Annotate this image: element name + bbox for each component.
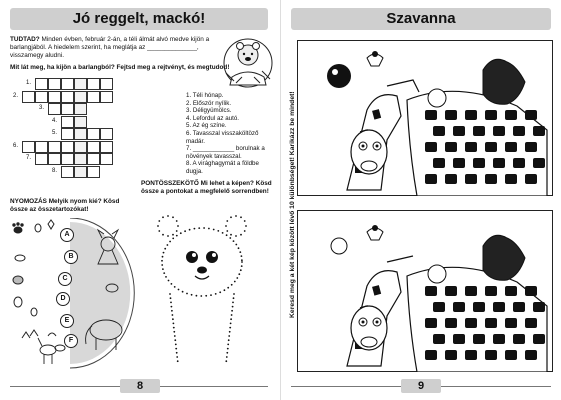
crossword-cell[interactable] [22, 91, 35, 103]
giraffe-spot [433, 302, 445, 312]
giraffe-spot [465, 142, 477, 152]
connect-dot [176, 230, 178, 232]
crossword-cell[interactable] [61, 141, 74, 153]
crossword-solution-cell[interactable] [74, 166, 87, 178]
connect-dot [203, 227, 205, 229]
connect-dot [230, 234, 232, 236]
connect-dot [233, 293, 235, 295]
crossword-row-number: 8. [52, 167, 58, 174]
connect-dot [230, 216, 232, 218]
connect-dot [165, 276, 167, 278]
crossword-cell[interactable] [61, 91, 74, 103]
connect-dot [230, 318, 232, 320]
connect-dot [172, 318, 174, 320]
giraffe-spot [525, 142, 537, 152]
giraffe-spot [525, 110, 537, 120]
footer-rule-left [10, 386, 120, 387]
giraffe-spot [505, 142, 517, 152]
crossword-cell[interactable] [100, 128, 113, 140]
connect-dot [235, 235, 237, 237]
crossword-solution-cell[interactable] [74, 78, 87, 90]
connect-dot [235, 244, 237, 246]
giraffe-spot [425, 318, 437, 328]
giraffe-spot [533, 334, 545, 344]
crossword-row-number: 1. [26, 80, 32, 86]
savanna-scene-bottom [297, 210, 553, 372]
crossword-cell[interactable] [100, 153, 113, 165]
giraffe-spot [525, 174, 537, 184]
connect-dot [241, 261, 243, 263]
giraffe-spot [485, 174, 497, 184]
connect-dot [162, 234, 164, 236]
connect-dot [233, 240, 235, 242]
crossword-cell[interactable] [87, 153, 100, 165]
crossword-row-number: 2. [13, 92, 19, 99]
connect-dot [175, 348, 177, 350]
connect-dot [228, 335, 230, 337]
giraffe-spot [453, 158, 465, 168]
giraffe-spot [465, 318, 477, 328]
crossword-cell[interactable] [61, 103, 74, 115]
connect-dot [231, 314, 233, 316]
tudtad-text-1: Minden évben, február 2-án, a téli álmát alvó medve kijön a [41, 36, 210, 43]
crossword-clues [186, 92, 278, 176]
crossword-cell[interactable] [87, 141, 100, 153]
connect-dot [233, 297, 235, 299]
connect-dot [222, 232, 224, 234]
giraffe-spot [425, 142, 437, 152]
crossword-cell[interactable] [61, 166, 74, 178]
track-letter-circle[interactable]: F [64, 334, 78, 348]
connect-dot [231, 284, 233, 286]
connect-dot [200, 295, 202, 297]
giraffe-spot [513, 126, 525, 136]
dot-to-dot-bear [140, 202, 270, 372]
giraffe-spot [425, 350, 437, 360]
connect-dot [226, 230, 228, 232]
giraffe-spot [505, 350, 517, 360]
pontos-text: Mi lehet a képen? Kösd össze a pontokat a megfelelő sorrendben! [141, 180, 272, 195]
connect-dot [182, 291, 184, 293]
connect-dot [173, 327, 175, 329]
giraffe-spot [465, 350, 477, 360]
giraffe-spot [533, 302, 545, 312]
footer-rule-right [441, 386, 551, 387]
connect-dot [232, 306, 234, 308]
connect-dot [163, 272, 165, 274]
crossword-solution-cell[interactable] [74, 153, 87, 165]
crossword-cell[interactable] [87, 128, 100, 140]
giraffe-spot [465, 110, 477, 120]
crossword-cell[interactable] [35, 141, 48, 153]
connect-dot [172, 238, 174, 240]
connect-dot [245, 225, 247, 227]
giraffe-spot [473, 158, 485, 168]
connect-dot [162, 216, 164, 218]
footer-rule-left [291, 386, 401, 387]
crossword-cell[interactable] [35, 91, 48, 103]
crossword-cell[interactable] [87, 78, 100, 90]
giraffe-spot [493, 302, 505, 312]
connect-dot [171, 306, 173, 308]
giraffe-spot [485, 142, 497, 152]
giraffe-spot [433, 126, 445, 136]
crossword-solution-cell[interactable] [74, 103, 87, 115]
connect-dot [172, 234, 174, 236]
connect-dot [240, 269, 242, 271]
connect-dot [226, 234, 228, 236]
connect-dot [176, 352, 178, 354]
track-letter-circle[interactable]: E [60, 314, 74, 328]
page-title: Jó reggelt, mackó! [10, 8, 268, 30]
crossword-row-number: 6. [13, 142, 19, 149]
giraffe-spot [513, 334, 525, 344]
crossword-cell[interactable] [35, 78, 48, 90]
connect-dot [184, 230, 186, 232]
connect-dot [226, 220, 228, 222]
giraffe-spot [445, 110, 457, 120]
giraffe-spot [473, 302, 485, 312]
crossword-clue: 1. Téli hónap. [186, 92, 224, 99]
crossword-clue: 3. Déligyümölcs. [186, 107, 232, 115]
connect-dot [172, 314, 174, 316]
connect-dot [158, 230, 160, 232]
connect-dot [167, 215, 169, 217]
giraffe-spot [485, 286, 497, 296]
giraffe-spot [513, 302, 525, 312]
savanna-scene-top [297, 40, 553, 196]
crossword-clue: dugja. [186, 167, 203, 175]
giraffe-spot [505, 110, 517, 120]
connect-dot [158, 220, 160, 222]
tudtad-label: TUDTAD? [10, 36, 40, 43]
giraffe-spot [453, 334, 465, 344]
connect-dot [232, 302, 234, 304]
connect-dot [217, 230, 219, 232]
connect-dot [229, 331, 231, 333]
page-number-8: 8 [120, 379, 160, 393]
giraffe-spot [493, 126, 505, 136]
connect-dot [226, 352, 228, 354]
connect-dot [231, 310, 233, 312]
connect-dot [176, 235, 178, 237]
crossword-cell[interactable] [48, 153, 61, 165]
nyomozas-paragraph [10, 198, 128, 214]
tudtad-text-3: visszamegy aludni. [10, 52, 64, 59]
crossword-cell[interactable] [48, 141, 61, 153]
giraffe-spot [425, 174, 437, 184]
nyomozas-label: NYOMOZÁS [10, 198, 47, 205]
connect-dot [176, 220, 178, 222]
connect-dot [240, 216, 242, 218]
footer-rule-right [160, 386, 268, 387]
crossword-cell[interactable] [22, 141, 35, 153]
connect-dot [227, 348, 229, 350]
tudtad-text-2: barlangjából. A hiedelem szerint, ha meglátja az ______________, [10, 44, 199, 51]
giraffe-spot [485, 318, 497, 328]
crossword-cell[interactable] [87, 166, 100, 178]
bear-waking-illustration [222, 33, 274, 89]
connect-dot [227, 344, 229, 346]
connect-dot [238, 247, 240, 249]
connect-dot [167, 244, 169, 246]
connect-dot [208, 228, 210, 230]
giraffe-spot [445, 142, 457, 152]
connect-dot [170, 302, 172, 304]
connect-dot [241, 255, 243, 257]
crossword-cell[interactable] [100, 78, 113, 90]
giraffe-spot [525, 286, 537, 296]
crossword-solution-cell[interactable] [74, 91, 87, 103]
connect-dot [244, 230, 246, 232]
left-page [0, 0, 280, 400]
giraffe-spot [513, 158, 525, 168]
giraffe-spot [433, 334, 445, 344]
connect-dot [191, 294, 193, 296]
crossword-solution-cell[interactable] [74, 128, 87, 140]
giraffe-spot [453, 302, 465, 312]
connect-dot [210, 294, 212, 296]
crossword-clue: 8. A virághagymát a földbe [186, 160, 259, 168]
connect-dot [225, 360, 227, 362]
page-number-9: 9 [401, 379, 441, 393]
giraffe-spot [425, 110, 437, 120]
connect-dot [162, 256, 164, 258]
connect-dot [176, 356, 178, 358]
crossword-question: Mit lát meg, ha kijön a barlangból? Fejtsd meg a rejtvényt, és megtudod! [10, 64, 230, 71]
connect-dot [161, 264, 163, 266]
connect-dot [239, 251, 241, 253]
connect-dot [172, 216, 174, 218]
giraffe-spot [493, 334, 505, 344]
giraffe-spot [465, 286, 477, 296]
giraffe-spot [485, 110, 497, 120]
crossword-cell[interactable] [100, 91, 113, 103]
crossword-row-number: 5. [52, 130, 58, 136]
giraffe-spot [505, 286, 517, 296]
connect-dot [171, 310, 173, 312]
connect-dot [227, 287, 229, 289]
connect-dot [215, 293, 217, 295]
connect-dot [189, 229, 191, 231]
track-letter-circle[interactable]: D [56, 292, 70, 306]
crossword-cell[interactable] [48, 91, 61, 103]
connect-dot [169, 241, 171, 243]
connect-dot [173, 331, 175, 333]
connect-dot [168, 280, 170, 282]
connect-dot [157, 225, 159, 227]
connect-dot [230, 323, 232, 325]
giraffe-spot [485, 350, 497, 360]
connect-dot [198, 227, 200, 229]
connect-dot [177, 360, 179, 362]
crossword-cell[interactable] [48, 103, 61, 115]
giraffe-spot [473, 334, 485, 344]
crossword-clue: 4. Lefordul az autó. [186, 114, 239, 122]
difference-instructions: Keresd meg a két kép között lévő 10 különbséget! Karikázz be mindet! [289, 91, 296, 318]
giraffe-spot [465, 174, 477, 184]
giraffe-spot [473, 126, 485, 136]
connect-dot [175, 344, 177, 346]
connect-dot [180, 232, 182, 234]
giraffe-spot [533, 126, 545, 136]
connect-dot [213, 229, 215, 231]
connect-dot [170, 297, 172, 299]
crossword-row-number: 3. [39, 105, 45, 111]
connect-dot [234, 281, 236, 283]
giraffe-spot [505, 174, 517, 184]
giraffe-spot [433, 158, 445, 168]
connect-dot [178, 289, 180, 291]
connect-dot [226, 356, 228, 358]
connect-dot [173, 323, 175, 325]
giraffe-spot [453, 126, 465, 136]
giraffe-spot [505, 318, 517, 328]
giraffe-spot [445, 174, 457, 184]
connect-dot [164, 248, 166, 250]
giraffe-spot [533, 158, 545, 168]
crossword-solution-cell[interactable] [74, 116, 87, 128]
connect-dot [240, 234, 242, 236]
connect-dot [186, 293, 188, 295]
connect-dot [171, 283, 173, 285]
crossword-clue: madár. [186, 137, 205, 145]
right-page [281, 0, 561, 400]
connect-dot [244, 220, 246, 222]
connect-dot [241, 265, 243, 267]
crossword-clue: 2. Először nyílik. [186, 99, 232, 107]
giraffe-spot [425, 286, 437, 296]
connect-dot [194, 228, 196, 230]
tudtad-paragraph [10, 36, 222, 60]
crossword-solution-cell[interactable] [74, 141, 87, 153]
connect-dot [161, 260, 163, 262]
giraffe-spot [445, 318, 457, 328]
connect-dot [162, 268, 164, 270]
connect-dot [169, 293, 171, 295]
crossword-clue: növények tavasszal. [186, 152, 242, 160]
connect-dot [235, 215, 237, 217]
crossword-clue: 7. ____________ borulnak a [186, 145, 265, 153]
connect-dot [174, 286, 176, 288]
crossword-cell[interactable] [61, 78, 74, 90]
page-title: Szavanna [291, 8, 551, 30]
track-letter-circle[interactable]: C [58, 272, 72, 286]
connect-dot [241, 259, 243, 261]
pontos-paragraph [141, 180, 275, 196]
giraffe-spot [445, 350, 457, 360]
crossword-cell[interactable] [61, 116, 74, 128]
connect-dot [174, 339, 176, 341]
connect-dot [225, 225, 227, 227]
pontos-label: PONTÖSSZEKÖTŐ [141, 180, 199, 187]
connect-dot [236, 277, 238, 279]
connect-dot [205, 295, 207, 297]
crossword-cell[interactable] [61, 153, 74, 165]
crossword-cell[interactable] [87, 91, 100, 103]
connect-dot [228, 339, 230, 341]
connect-dot [174, 335, 176, 337]
connect-dot [177, 225, 179, 227]
nyomozas-text: Melyik nyom kié? Kösd össze az összetartozókat! [10, 198, 120, 213]
connect-dot [196, 295, 198, 297]
connect-dot [224, 289, 226, 291]
connect-dot [163, 252, 165, 254]
giraffe-spot [445, 286, 457, 296]
crossword-cell[interactable] [100, 141, 113, 153]
crossword-row-number: 7. [26, 155, 32, 161]
connect-dot [167, 235, 169, 237]
giraffe-spot [525, 350, 537, 360]
crossword-cell[interactable] [48, 78, 61, 90]
crossword-row-number: 4. [52, 117, 58, 124]
giraffe-spot [525, 318, 537, 328]
crossword-cell[interactable] [61, 128, 74, 140]
crossword-clue: 6. Tavasszal visszaköltöző [186, 129, 259, 137]
connect-dot [229, 237, 231, 239]
track-letter-circle[interactable]: A [60, 228, 74, 242]
track-letter-circle[interactable]: B [64, 250, 78, 264]
giraffe-spot [493, 158, 505, 168]
crossword-cell[interactable] [35, 153, 48, 165]
connect-dot [229, 327, 231, 329]
crossword-clue: 5. Az ég színe. [186, 122, 227, 130]
connect-dot [219, 291, 221, 293]
connect-dot [238, 273, 240, 275]
